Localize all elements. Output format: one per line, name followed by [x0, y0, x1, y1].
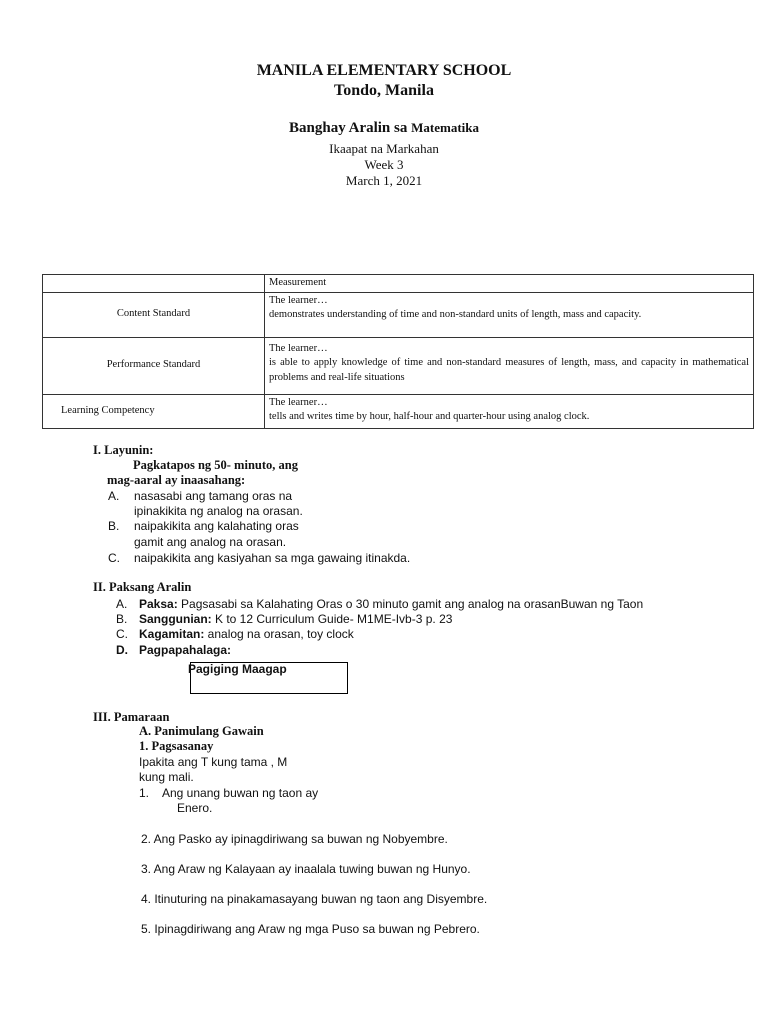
performance-standard-text [265, 337, 754, 394]
performance-standard-label: Performance Standard [43, 337, 265, 394]
list-item-continuation: gamit ang analog na orasan. [134, 535, 287, 549]
item-key: Sanggunian: [139, 612, 212, 626]
section-paksang-aralin-heading: II. Paksang Aralin [93, 580, 192, 594]
standard-description: tells and writes time by hour, half-hour and quarter-hour using analog clock. [269, 411, 590, 422]
exercise-item-3: 3. Ang Araw ng Kalayaan ay inaalala tuwing buwan ng Hunyo. [141, 862, 471, 876]
item-key: Pagpapahalaga: [139, 643, 232, 657]
layunin-intro-line1: Pagkatapos ng 50- minuto, ang [133, 458, 298, 472]
lesson-plan-title [0, 120, 768, 137]
learning-competency-label: Learning Competency [43, 394, 265, 428]
item-value: K to 12 Curriculum Guide- M1ME-Ivb-3 p. 23 [211, 612, 453, 626]
table-row [43, 337, 754, 394]
table-row [43, 394, 754, 428]
values-box-text: Pagiging Maagap [188, 662, 287, 676]
content-standard-text [265, 292, 754, 337]
item-value: analog na orasan, toy clock [204, 627, 354, 641]
list-letter: B. [116, 612, 128, 626]
school-location: Tondo, Manila [334, 82, 434, 99]
list-letter: A. [116, 597, 128, 611]
quarter-label: Ikaapat na Markahan [329, 141, 439, 156]
list-number: 1. [139, 786, 150, 800]
list-letter: D. [116, 643, 128, 657]
list-item [139, 612, 452, 626]
instruction-line2: kung mali. [139, 770, 194, 784]
section-layunin-heading: I. Layunin: [93, 443, 154, 457]
list-item [139, 627, 354, 641]
school-name: MANILA ELEMENTARY SCHOOL [256, 62, 512, 79]
lesson-plan-subject: Matematika [411, 120, 479, 135]
exercise-item-5: 5. Ipinagdiriwang ang Araw ng mga Puso sa buwan ng Pebrero. [141, 922, 480, 936]
item-key: Paksa: [139, 597, 178, 611]
table-row [43, 275, 754, 293]
item-key: Kagamitan: [139, 627, 205, 641]
lesson-date: March 1, 2021 [345, 173, 423, 188]
lesson-plan-title-main: Banghay Aralin sa [289, 120, 408, 136]
learner-lead: The learner… [269, 396, 328, 408]
list-letter: C. [108, 551, 120, 565]
instruction-line1: Ipakita ang T kung tama , M [139, 755, 288, 769]
standard-description: is able to apply knowledge of time and non-standard measures of length, mass, and capacity in mathematical problems and real-life situations [269, 357, 749, 383]
list-item [139, 597, 643, 611]
table-cell-empty [43, 275, 265, 293]
list-item [139, 643, 231, 657]
learner-lead: The learner… [269, 342, 328, 354]
section-pamaraan-heading: III. Pamaraan [93, 710, 170, 724]
table-row [43, 292, 754, 337]
list-letter: C. [116, 627, 128, 641]
layunin-intro-line2: mag-aaral ay inaasahang: [107, 473, 246, 487]
list-item: nasasabi ang tamang oras na [134, 489, 293, 503]
subsection-pagsasanay: 1. Pagsasanay [139, 739, 214, 753]
week-label: Week 3 [364, 157, 404, 172]
exercise-item-2: 2. Ang Pasko ay ipinagdiriwang sa buwan ng Nobyembre. [141, 832, 448, 846]
subsection-panimulang-gawain: A. Panimulang Gawain [139, 724, 264, 738]
item-value: Pagsasabi sa Kalahating Oras o 30 minuto gamit ang analog na orasanBuwan ng Taon [177, 597, 644, 611]
list-item: naipakikita ang kasiyahan sa mga gawaing itinakda. [134, 551, 411, 565]
standard-description: demonstrates understanding of time and non-standard units of length, mass and capacity. [269, 309, 642, 320]
learning-competency-text [265, 394, 754, 428]
exercise-item-1-continuation: Enero. [177, 801, 213, 815]
list-item: naipakikita ang kalahating oras [134, 519, 299, 533]
content-standard-label: Content Standard [43, 292, 265, 337]
standards-table [42, 274, 754, 429]
exercise-item-4: 4. Itinuturing na pinakamasayang buwan ng taon ang Disyembre. [141, 892, 488, 906]
learner-lead: The learner… [269, 294, 328, 306]
exercise-item-1: Ang unang buwan ng taon ay [162, 786, 319, 800]
domain-cell: Measurement [265, 275, 754, 293]
list-letter: B. [108, 519, 120, 533]
list-letter: A. [108, 489, 120, 503]
list-item-continuation: ipinakikita ng analog na orasan. [134, 504, 303, 518]
